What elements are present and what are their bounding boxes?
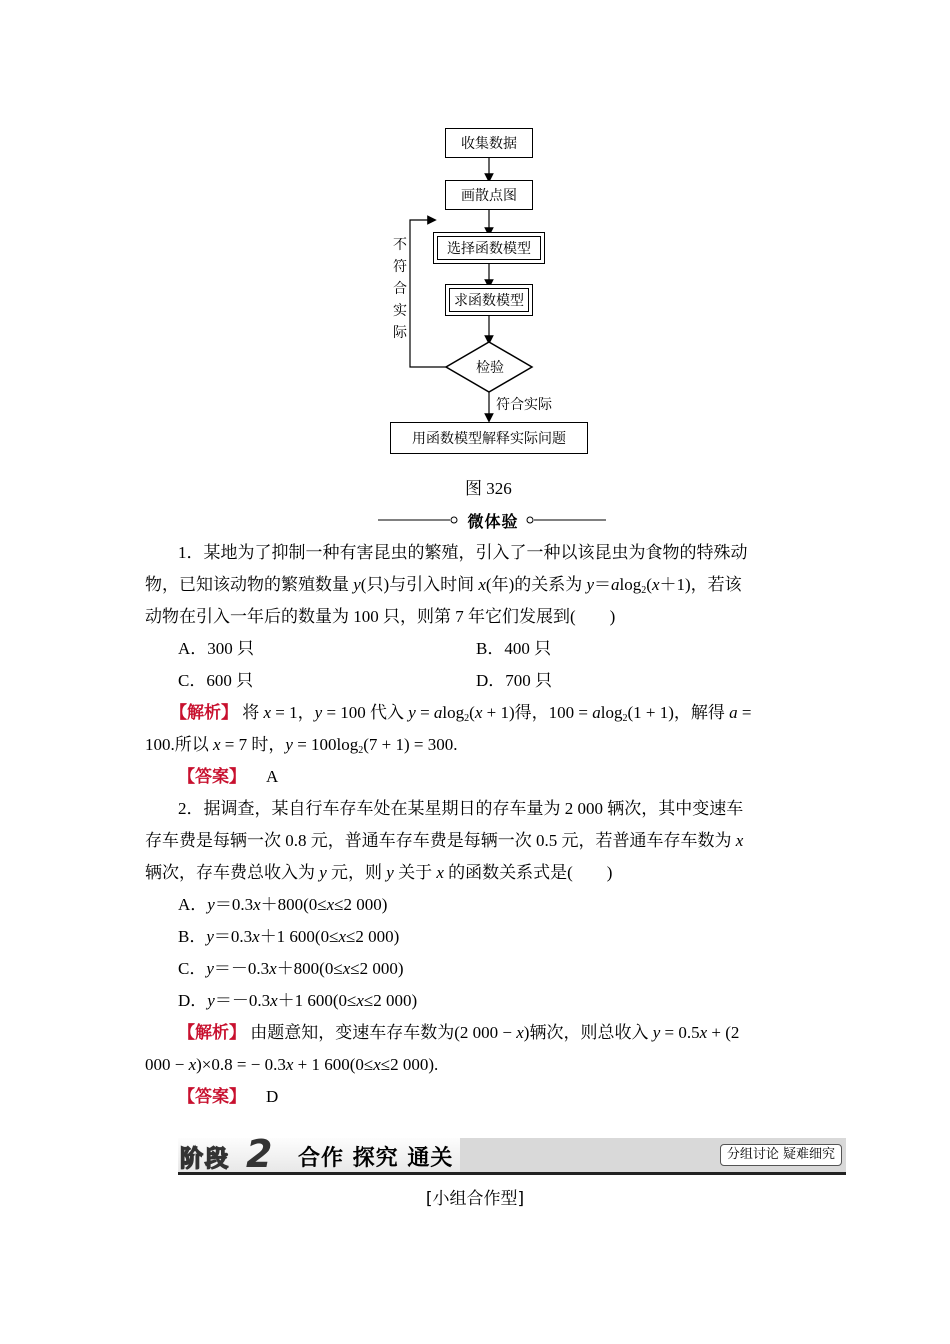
q2-line-3: 辆次，存车费总收入为 y 元，则 y 关于 x 的函数关系式是( ) [145,863,613,882]
analysis-label: 【解析】 [170,703,238,722]
analysis-label: 【解析】 [178,1023,246,1042]
flow-step-choose-model [433,232,545,264]
flow-step-solve-model [445,284,533,316]
flow-step-final [390,422,588,454]
flow-step-label: 收集数据 [461,136,517,152]
q2-answer: 【答案】 D [178,1087,279,1106]
flow-fail-label: 不 符 合 实 际 [393,237,407,341]
q1-option-a: A．300 只 [178,639,255,658]
q2-option-b: B．y＝0.3x＋1 600(0≤x≤2 000) [178,927,400,946]
flow-step-label: 求函数模型 [454,293,524,309]
figure-caption: 图 326 [465,479,512,498]
flow-step-label: 选择函数模型 [447,241,531,257]
q1-line-1: 1．某地为了抑制一种有害昆虫的繁殖，引入了一种以该昆虫为食物的特殊动 [178,543,748,562]
q1-option-c: C．600 只 [178,671,254,690]
banner-tag: 分组讨论 疑难细究 [720,1144,842,1166]
q1-option-b: B．400 只 [476,639,552,658]
stage-word: 阶段 [180,1146,230,1172]
flow-step-label: 画散点图 [461,188,517,204]
answer-label: 【答案】 [178,767,246,786]
flow-step-collect-data [445,128,533,158]
q1-answer: 【答案】 A [178,767,279,786]
stage-number: 2 [246,1138,273,1172]
q1-analysis-line-2: 100.所以 x = 7 时，$y = 100\log_2(7 + 1) = 300$. [145,735,458,756]
q2-option-a: A．y＝0.3x＋800(0≤x≤2 000) [178,895,388,914]
q2-analysis-line-2: 000 − x)×0.8 = − 0.3x + 1 600(0≤x≤2 000). [145,1055,439,1074]
q2-option-d: D．y＝－0.3x＋1 600(0≤x≤2 000) [178,991,418,1010]
section-title-bar [378,508,606,532]
flow-step-scatter-plot [445,180,533,210]
flow-decision-label: 检验 [476,360,504,376]
flow-pass-label: 符合实际 [496,397,552,413]
banner-right-band [460,1138,846,1172]
q2-analysis-line-1: 【解析】 由题意知，变速车存车数为(2 000 − x)辆次，则总收入 y = 0.5x + (2 [178,1023,740,1042]
banner-left-band [178,1138,460,1172]
q1-line-3: 动物在引入一年后的数量为 100 只，则第 7 年它们发展到( ) [145,607,616,626]
subsection-title: [小组合作型] [425,1189,525,1209]
q2-option-c: C．y＝－0.3x＋800(0≤x≤2 000) [178,959,404,978]
q1-line-2: 物，已知该动物的繁殖数量 y(只)与引入时间 x(年)的关系为 y＝alog$_2$(x＋1)，若该 [145,575,742,596]
flow-step-label: 用函数模型解释实际问题 [412,431,566,447]
q2-line-2: 存车费是每辆一次 0.8 元，普通车存车费是每辆一次 0.5 元，若普通车存车数为 x [145,831,744,850]
q1-option-d: D．700 只 [476,671,553,690]
answer-label: 【答案】 [178,1087,246,1106]
q1-analysis-line-1: 【解析】 将 x = 1，y = 100 代入 y = alog$_2$(x + 1)得，100 = alog$_2$(1 + 1)，解得 a = [170,703,752,724]
section-title: 微体验 [467,512,519,531]
banner-title: 合作 探究 通关 [298,1145,454,1171]
stage-banner [178,1138,846,1175]
q2-line-1: 2．据调查，某自行车存车处在某星期日的存车量为 2 000 辆次，其中变速车 [178,799,744,818]
